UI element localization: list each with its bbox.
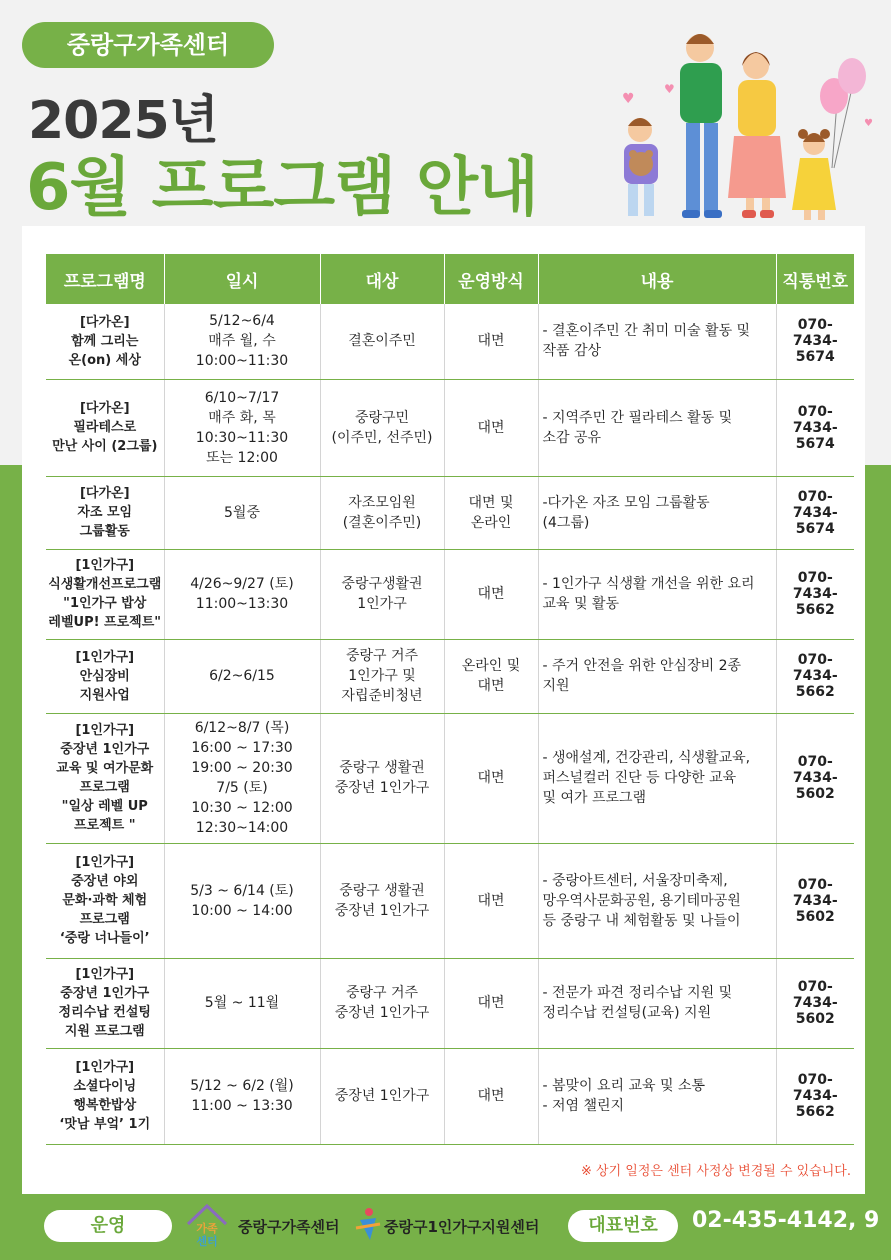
table-header-row [46,254,854,304]
program-phone: 070- 7434- 5602 [776,713,854,843]
program-target: 중랑구 거주 1인가구 및 자립준비청년 [320,639,444,713]
program-target: 중랑구 생활권 중장년 1인가구 [320,843,444,958]
program-content: - 중랑아트센터, 서울장미축제, 망우역사문화공원, 용기테마공원 등 중랑구 내 체험활동 및 나들이 [538,843,776,958]
program-datetime: 5월중 [164,476,320,549]
program-phone: 070- 7434- 5602 [776,843,854,958]
program-content: - 결혼이주민 간 취미 미술 활동 및 작품 감상 [538,304,776,379]
svg-text:♥: ♥ [864,118,873,129]
family-illustration [600,18,880,230]
program-name: [다가온] 자조 모임 그룹활동 [46,476,164,549]
table-row [46,958,854,1048]
column-header-phone: 직통번호 [776,254,854,304]
program-method: 대면 및 온라인 [444,476,538,549]
program-method: 대면 [444,843,538,958]
program-phone: 070- 7434- 5674 [776,304,854,379]
program-target: 중장년 1인가구 [320,1048,444,1144]
program-name: [1인가구] 안심장비 지원사업 [46,639,164,713]
svg-text:♥: ♥ [664,82,675,96]
program-name: [1인가구] 중장년 야외 문화·과학 체험 프로그램 ‘중랑 너나들이’ [46,843,164,958]
center-name-badge: 중랑구가족센터 [22,22,274,68]
program-datetime: 5월 ~ 11월 [164,958,320,1048]
program-phone: 070- 7434- 5662 [776,1048,854,1144]
column-header-program: 프로그램명 [46,254,164,304]
program-datetime: 6/10~7/17 매주 화, 목 10:30~11:30 또는 12:00 [164,379,320,476]
table-row [46,304,854,379]
program-name: [다가온] 필라테스로 만난 사이 (2그룹) [46,379,164,476]
program-method: 대면 [444,379,538,476]
table-row [46,1048,854,1144]
program-phone: 070- 7434- 5662 [776,639,854,713]
program-content: - 주거 안전을 위한 안심장비 2종 지원 [538,639,776,713]
program-target: 중랑구 생활권 중장년 1인가구 [320,713,444,843]
program-phone: 070- 7434- 5662 [776,549,854,639]
logo-mark-line1: 가족 [196,1222,218,1235]
program-name: [1인가구] 중장년 1인가구 정리수납 컨설팅 지원 프로그램 [46,958,164,1048]
program-target: 자조모임원 (결혼이주민) [320,476,444,549]
program-phone: 070- 7434- 5674 [776,379,854,476]
program-table-card [22,226,865,1194]
program-method: 온라인 및 대면 [444,639,538,713]
page-title: 6월 프로그램 안내 [26,151,538,225]
program-target: 중랑구생활권 1인가구 [320,549,444,639]
program-method: 대면 [444,304,538,379]
main-phone-label: 대표번호 [568,1210,678,1242]
program-datetime: 6/12~8/7 (목) 16:00 ~ 17:30 19:00 ~ 20:30 7/5 (토) 10:30 ~ 12:00 12:30~14:00 [164,713,320,843]
column-header-datetime: 일시 [164,254,320,304]
program-datetime: 5/12~6/4 매주 월, 수 10:00~11:30 [164,304,320,379]
program-phone: 070- 7434- 5674 [776,476,854,549]
year-title: 2025년 [28,91,218,151]
program-datetime: 5/3 ~ 6/14 (토) 10:00 ~ 14:00 [164,843,320,958]
single-household-center-logo [354,1206,382,1242]
operator-label: 운영 [44,1210,172,1242]
program-target: 중랑구 거주 중장년 1인가구 [320,958,444,1048]
program-method: 대면 [444,713,538,843]
program-content: - 1인가구 식생활 개선을 위한 요리 교육 및 활동 [538,549,776,639]
program-content: - 전문가 파견 정리수납 지원 및 정리수납 컨설팅(교육) 지원 [538,958,776,1048]
main-phone-number: 02-435-4142, 9 [692,1208,880,1233]
program-method: 대면 [444,1048,538,1144]
program-content: - 지역주민 간 필라테스 활동 및 소감 공유 [538,379,776,476]
column-header-content: 내용 [538,254,776,304]
program-datetime: 6/2~6/15 [164,639,320,713]
table-row [46,639,854,713]
program-table [46,254,854,1145]
table-row [46,713,854,843]
schedule-change-note: ※ 상기 일정은 센터 사정상 변경될 수 있습니다. [581,1164,851,1179]
program-datetime: 5/12 ~ 6/2 (월) 11:00 ~ 13:30 [164,1048,320,1144]
program-name: [다가온] 함께 그리는 온(on) 세상 [46,304,164,379]
program-target: 중랑구민 (이주민, 선주민) [320,379,444,476]
svg-text:♥: ♥ [622,91,635,107]
table-row [46,843,854,958]
program-content: -다가온 자조 모임 그룹활동 (4그룹) [538,476,776,549]
program-method: 대면 [444,549,538,639]
single-household-center-name: 중랑구1인가구지원센터 [384,1218,540,1236]
program-name: [1인가구] 소셜다이닝 행복한밥상 ‘맛남 부엌’ 1기 [46,1048,164,1144]
program-target: 결혼이주민 [320,304,444,379]
program-method: 대면 [444,958,538,1048]
column-header-method: 운영방식 [444,254,538,304]
program-content: - 봄맞이 요리 교육 및 소통 - 저염 챌린지 [538,1048,776,1144]
family-center-name: 중랑구가족센터 [238,1218,340,1236]
family-center-logo [184,1202,230,1250]
program-name: [1인가구] 중장년 1인가구 교육 및 여가문화 프로그램 "일상 레벨 UP 프로젝트 " [46,713,164,843]
program-datetime: 4/26~9/27 (토) 11:00~13:30 [164,549,320,639]
table-row [46,379,854,476]
program-name: [1인가구] 식생활개선프로그램 "1인가구 밥상 레벨UP! 프로젝트" [46,549,164,639]
table-row [46,476,854,549]
column-header-target: 대상 [320,254,444,304]
program-phone: 070- 7434- 5602 [776,958,854,1048]
program-content: - 생애설계, 건강관리, 식생활교육, 퍼스널컬러 진단 등 다양한 교육 및 여가 프로그램 [538,713,776,843]
table-row [46,549,854,639]
logo-mark-line2: 센터 [196,1235,218,1248]
